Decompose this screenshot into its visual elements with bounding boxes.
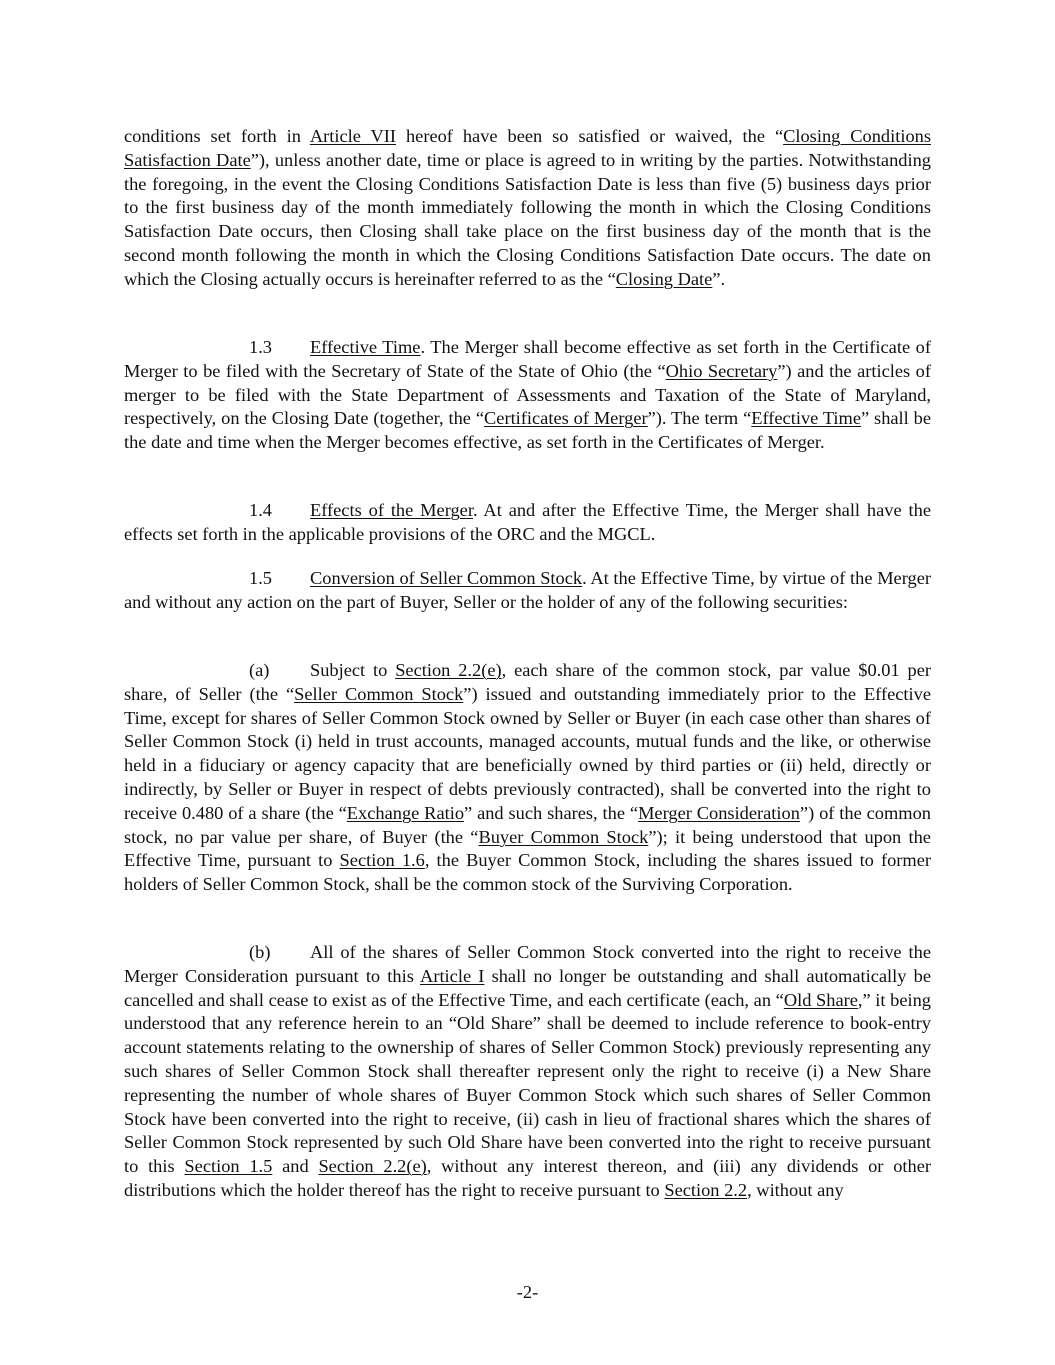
section-2-2-e-reference: Section 2.2(e) <box>318 1156 427 1177</box>
section-heading: Conversion of Seller Common Stock <box>310 568 583 588</box>
section-number: 1.3 <box>249 337 272 357</box>
defined-term-effective-time: Effective Time <box>751 408 862 429</box>
text-run: , without any interest thereon, and (iii) any dividends or other distributions which the holder thereof has the right to receive pursuant to <box>124 1156 931 1200</box>
text-run: , the Buyer Common Stock, including the shares issued to former holders of Seller Common Stock, shall be the common stock of the Surviving Corporation. <box>124 850 932 895</box>
subsection-1-5-a <box>124 659 931 897</box>
text-run: ” and such shares, the “ <box>464 802 639 823</box>
text-run: . The Merger shall become effective as set forth in the Certificate of Merger to be filed with the Secretary of State of the State of Ohio (the “ <box>124 337 931 381</box>
defined-term-ohio-secretary: Ohio Secretary <box>665 360 778 381</box>
text-run: ” shall be the date and time when the Merger becomes effective, as set forth in the Certificates of Merger. <box>124 408 932 453</box>
defined-term-buyer-common-stock: Buyer Common Stock <box>478 826 649 847</box>
section-1-6-reference: Section 1.6 <box>339 850 425 871</box>
text-run: , without any <box>747 1179 844 1200</box>
section-1-4-effects-of-merger <box>124 499 931 547</box>
article-vii-reference: Article VII <box>309 126 397 146</box>
text-run: . At and after the Effective Time, the Merger shall have the effects set forth in the applicable provisions of the ORC and the MGCL. <box>124 500 931 544</box>
text-run: ”) issued and outstanding immediately prior to the Effective Time, except for shares of Seller Common Stock owned by Seller or Buyer (in each case other than shares of Seller Common Stock (i) held in trust accounts, managed accounts, mutual funds and the like, or otherwise held in a fiduciary or agency capacity that are beneficially owned by third parties or (ii) held, directly or indirectly, by Seller or Buyer in respect of debts previously contracted), shall be converted into the right to receive 0.480 of a share (the “ <box>124 683 931 823</box>
page-number: -2- <box>516 1282 539 1302</box>
text-run: ”. <box>712 268 726 289</box>
defined-term-exchange-ratio: Exchange Ratio <box>346 802 465 823</box>
subsection-1-5-b <box>124 941 931 1203</box>
text-run: Subject to <box>310 660 396 680</box>
text-run: ”) and the articles of merger to be filed with the State Department of Assessments and Taxation of the State of Maryland, respectively, on the Closing Date (together, the “ <box>124 360 931 429</box>
text-run: ”), unless another date, time or place is agreed to in writing by the parties. Notwithstanding the foregoing, in the event the Closing Conditions Satisfaction Date is less than five (5) business days prior to the first business day of the month immediately following the month in which the Closing Conditions Satisfaction Date occurs, then Closing shall take place on the first business day of the month that is the second month following the month in which the Closing Conditions Satisfaction Date occurs. The date on which the Closing actually occurs is hereinafter referred to as the “ <box>124 149 931 289</box>
article-i-reference: Article I <box>420 965 485 986</box>
text-run: , each share of the common stock, par value $0.01 per share, of Seller (the “ <box>124 660 931 704</box>
text-run: shall no longer be outstanding and shall automatically be cancelled and shall cease to exist as of the Effective Time, and each certificate (each, an “ <box>124 965 931 1010</box>
text-run: hereof have been so satisfied or waived, the “ <box>396 126 784 146</box>
section-1-3-effective-time <box>124 336 931 455</box>
defined-term-merger-consideration: Merger Consideration <box>638 802 800 823</box>
text-run: conditions set forth in <box>124 126 310 146</box>
section-heading: Effective Time <box>310 337 421 357</box>
section-2-2-reference: Section 2.2 <box>664 1179 748 1200</box>
text-run: ”) of the common stock, no par value per share, of Buyer (the “ <box>124 802 931 847</box>
text-run: . At the Effective Time, by virtue of the Merger and without any action on the part of Buyer, Seller or the holder of any of the following securities: <box>124 568 931 612</box>
text-run: ”); it being understood that upon the Effective Time, pursuant to <box>124 826 931 871</box>
text-run: ,” it being understood that any reference herein to an “Old Share” shall be deemed to include reference to book-entry account statements relating to the ownership of shares of Seller Common Stock) previously representing any such shares of Seller Common Stock shall thereafter represent only the right to receive (i) a New Share representing the number of whole shares of Buyer Common Stock which such shares of Seller Common Stock have been converted into the right to receive, (ii) cash in lieu of fractional shares which the shares of Seller Common Stock represented by such Old Share have been converted into the right to receive pursuant to this <box>124 989 931 1177</box>
section-1-5-conversion <box>124 567 931 615</box>
section-heading: Effects of the Merger <box>310 500 473 520</box>
defined-term-closing-date: Closing Date <box>615 268 713 289</box>
section-1-5-reference: Section 1.5 <box>184 1156 273 1177</box>
defined-term-seller-common-stock: Seller Common Stock <box>294 683 464 704</box>
defined-term-closing-conditions-satisfaction-date: Closing Conditions Satisfaction Date <box>124 126 931 170</box>
defined-term-certificates-of-merger: Certificates of Merger <box>484 408 648 429</box>
closing-date-paragraph <box>124 125 931 292</box>
text-run: ”). The term “ <box>647 408 752 429</box>
section-2-2-e-reference: Section 2.2(e) <box>395 660 502 680</box>
subsection-label: (b) <box>249 942 271 962</box>
text-run: and <box>272 1156 319 1177</box>
defined-term-old-share: Old Share <box>783 989 858 1010</box>
text-run: All of the shares of Seller Common Stock converted into the right to receive the Merger Consideration pursuant to this <box>124 942 931 986</box>
section-number: 1.5 <box>249 568 272 588</box>
section-number: 1.4 <box>249 500 272 520</box>
subsection-label: (a) <box>249 660 270 680</box>
